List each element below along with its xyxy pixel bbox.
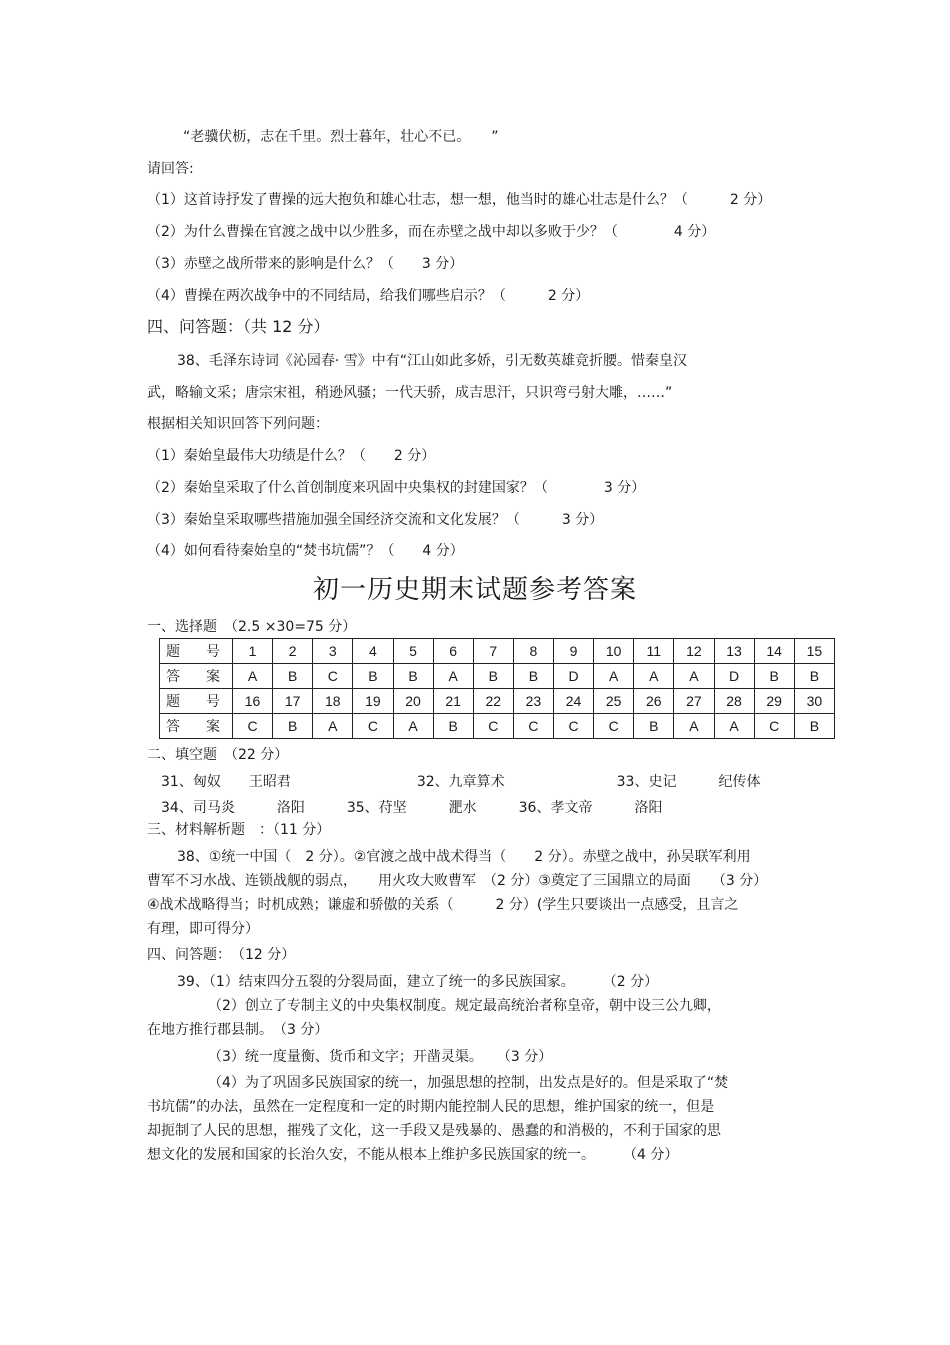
question-number: 7 bbox=[473, 639, 513, 664]
question-a2: （2）为什么曹操在官渡之战中以少胜多，而在赤壁之战中却以多败于少？（ 4 分） bbox=[147, 224, 716, 240]
essay-line-3: 在地方推行郡县制。 （3 分） bbox=[147, 1022, 329, 1038]
table-row bbox=[160, 664, 835, 689]
question-number: 22 bbox=[473, 689, 513, 714]
table-row bbox=[160, 689, 835, 714]
essay-line-2: （2）创立了专制主义的中央集权制度。规定最高统治者称皇帝，朝中设三公九卿， bbox=[208, 998, 721, 1014]
question-number: 28 bbox=[714, 689, 754, 714]
essay-line-1: 39、（1）结束四分五裂的分裂局面，建立了统一的多民族国家。 （2 分） bbox=[177, 974, 659, 990]
question-b3: （3）秦始皇采取哪些措施加强全国经济交流和文化发展？（ 3 分） bbox=[147, 512, 604, 528]
answer-label: 答 案 bbox=[160, 714, 233, 739]
question-number: 12 bbox=[674, 639, 714, 664]
question-a1: （1）这首诗抒发了曹操的远大抱负和雄心壮志，想一想，他当时的雄心壮志是什么？（ 2 分） bbox=[147, 192, 772, 208]
material-line-1: 38、①统一中国（ 2 分）。②官渡之战中战术得当（ 2 分）。赤壁之战中，孙吴联军利用 bbox=[177, 849, 751, 865]
q38-line-1: 38、毛泽东诗词《沁园春· 雪》中有“江山如此多娇，引无数英雄竞折腰。惜秦皇汉 bbox=[177, 353, 687, 369]
answer-cell: A bbox=[233, 664, 273, 689]
essay-line-8: 想文化的发展和国家的长治久安，不能从根本上维护多民族国家的统一。 （4 分） bbox=[147, 1147, 679, 1163]
question-number: 4 bbox=[353, 639, 393, 664]
answer-cell: A bbox=[594, 664, 634, 689]
prompt-a: 请回答: bbox=[147, 161, 194, 177]
question-number: 26 bbox=[634, 689, 674, 714]
answer-cell: B bbox=[273, 714, 313, 739]
question-number: 8 bbox=[513, 639, 553, 664]
question-number: 20 bbox=[393, 689, 433, 714]
answer-cell: C bbox=[313, 664, 353, 689]
number-label: 题 号 bbox=[160, 689, 233, 714]
prompt-b: 根据相关知识回答下列问题： bbox=[147, 416, 329, 432]
section4-heading: 四、问答题：（共 12 分） bbox=[147, 317, 330, 336]
answer-cell: C bbox=[554, 714, 594, 739]
answer-cell: B bbox=[273, 664, 313, 689]
question-number: 13 bbox=[714, 639, 754, 664]
answer-cell: C bbox=[353, 714, 393, 739]
question-number: 6 bbox=[433, 639, 473, 664]
question-number: 18 bbox=[313, 689, 353, 714]
essay-line-7: 却扼制了人民的思想，摧残了文化，这一手段又是残暴的、愚蠢的和消极的，不利于国家的思 bbox=[147, 1123, 721, 1139]
essay-heading: 四、问答题： （12 分） bbox=[147, 947, 296, 963]
question-number: 2 bbox=[273, 639, 313, 664]
answer-cell: B bbox=[433, 714, 473, 739]
essay-line-5: （4）为了巩固多民族国家的统一，加强思想的控制，出发点是好的。但是采取了“焚 bbox=[208, 1075, 729, 1091]
q38-line-2: 武，略输文采；唐宗宋祖，稍逊风骚；一代天骄，成吉思汗，只识弯弓射大雕，……” bbox=[147, 385, 673, 401]
essay-line-4: （3）统一度量衡、货币和文字；开凿灵渠。 （3 分） bbox=[208, 1049, 553, 1065]
multiple-choice-heading: 一、选择题 （2.5 ×30=75 分） bbox=[147, 619, 357, 635]
answer-cell: A bbox=[634, 664, 674, 689]
material-line-3: ④战术战略得当；时机成熟；谦虚和骄傲的关系（ 2 分）(学生只要谈出一点感受，且言之 bbox=[147, 897, 739, 913]
material-heading: 三、材料解析题 ：（11 分） bbox=[147, 822, 331, 838]
number-label: 题 号 bbox=[160, 639, 233, 664]
poem-quote: “老骥伏枥，志在千里。烈士暮年，壮心不已。 ” bbox=[183, 129, 499, 145]
essay-line-6: 书坑儒”的办法，虽然在一定程度和一定的时期内能控制人民的思想，维护国家的统一，但是 bbox=[147, 1099, 715, 1115]
answer-cell: B bbox=[473, 664, 513, 689]
question-b2: （2）秦始皇采取了什么首创制度来巩固中央集权的封建国家？（ 3 分） bbox=[147, 480, 646, 496]
question-number: 3 bbox=[313, 639, 353, 664]
fill-in-heading: 二、填空题 （22 分） bbox=[147, 747, 289, 763]
answer-cell: A bbox=[393, 714, 433, 739]
question-number: 25 bbox=[594, 689, 634, 714]
answer-cell: B bbox=[754, 664, 794, 689]
question-number: 17 bbox=[273, 689, 313, 714]
question-number: 19 bbox=[353, 689, 393, 714]
answer-cell: B bbox=[794, 664, 834, 689]
material-line-4: 有理，即可得分） bbox=[147, 921, 259, 937]
answer-cell: C bbox=[473, 714, 513, 739]
question-number: 1 bbox=[233, 639, 273, 664]
question-b4: （4）如何看待秦始皇的“焚书坑儒”？（ 4 分） bbox=[147, 543, 464, 559]
question-number: 9 bbox=[554, 639, 594, 664]
question-number: 10 bbox=[594, 639, 634, 664]
question-number: 16 bbox=[233, 689, 273, 714]
question-number: 29 bbox=[754, 689, 794, 714]
answer-cell: C bbox=[594, 714, 634, 739]
question-number: 15 bbox=[794, 639, 834, 664]
answer-cell: D bbox=[554, 664, 594, 689]
answer-cell: B bbox=[634, 714, 674, 739]
answer-cell: B bbox=[393, 664, 433, 689]
answer-cell: A bbox=[433, 664, 473, 689]
answer-cell: A bbox=[714, 714, 754, 739]
answer-cell: B bbox=[794, 714, 834, 739]
material-line-2: 曹军不习水战、连锁战舰的弱点， 用火攻大败曹军 （2 分）③奠定了三国鼎立的局面 （3 分） bbox=[147, 873, 768, 889]
question-number: 30 bbox=[794, 689, 834, 714]
answer-cell: C bbox=[513, 714, 553, 739]
fill-line-2: 34、司马炎 洛阳 35、苻坚 淝水 36、孝文帝 洛阳 bbox=[161, 800, 663, 816]
answer-cell: B bbox=[513, 664, 553, 689]
answer-cell: A bbox=[313, 714, 353, 739]
answer-label: 答 案 bbox=[160, 664, 233, 689]
question-number: 21 bbox=[433, 689, 473, 714]
answer-cell: A bbox=[674, 714, 714, 739]
answer-cell: C bbox=[754, 714, 794, 739]
table-row bbox=[160, 639, 835, 664]
answer-cell: A bbox=[674, 664, 714, 689]
question-number: 5 bbox=[393, 639, 433, 664]
table-row bbox=[160, 714, 835, 739]
answer-cell: C bbox=[233, 714, 273, 739]
question-number: 24 bbox=[554, 689, 594, 714]
fill-line-1: 31、匈奴 王昭君 32、九章算术 33、史记 纪传体 bbox=[161, 774, 761, 790]
question-a4: （4）曹操在两次战争中的不同结局，给我们哪些启示？（ 2 分） bbox=[147, 288, 590, 304]
answer-table bbox=[159, 638, 835, 739]
question-number: 27 bbox=[674, 689, 714, 714]
question-number: 14 bbox=[754, 639, 794, 664]
question-number: 11 bbox=[634, 639, 674, 664]
question-a3: （3）赤壁之战所带来的影响是什么？（ 3 分） bbox=[147, 256, 464, 272]
question-b1: （1）秦始皇最伟大功绩是什么？（ 2 分） bbox=[147, 448, 436, 464]
question-number: 23 bbox=[513, 689, 553, 714]
answer-cell: D bbox=[714, 664, 754, 689]
answer-cell: B bbox=[353, 664, 393, 689]
answer-key-title: 初一历史期末试题参考答案 bbox=[312, 575, 637, 605]
